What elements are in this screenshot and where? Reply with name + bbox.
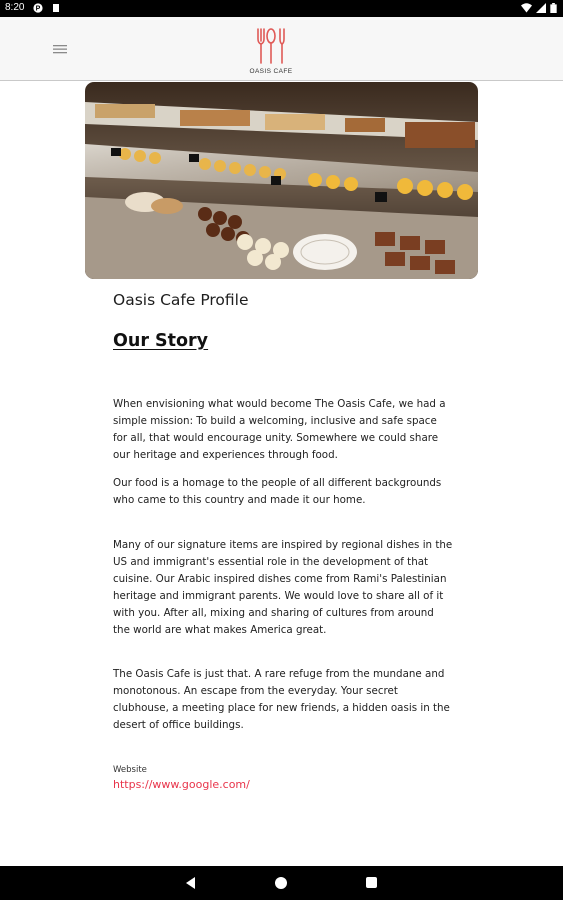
story-paragraph: The Oasis Cafe is just that. A rare refuge from the mundane and monotonous. An escape from the everyday. Your secret clubhouse, a meeting place for new friends, a hidden oasis in the desert of office buildings. bbox=[113, 668, 450, 731]
navigation-bar bbox=[0, 866, 563, 900]
wifi-icon bbox=[521, 3, 532, 13]
home-icon[interactable] bbox=[275, 877, 287, 889]
status-time: 8:20 bbox=[5, 2, 25, 13]
battery-icon bbox=[550, 3, 557, 13]
recents-icon[interactable] bbox=[366, 877, 377, 888]
story-paragraph: Many of our signature items are inspired by regional dishes in the US and immigrant's essential role in the development of that cuisine. Our Arabic inspired dishes come from Rami's Palestinian heritage and immigrant parents. We would love to share all of it with you. After all, mixing and sharing of cultures from around the world are what makes America great. bbox=[113, 539, 453, 636]
hero-image bbox=[85, 82, 478, 279]
logo-text: OASIS CAFE bbox=[249, 68, 293, 75]
pastry-display-case-photo bbox=[85, 82, 478, 279]
app-notification-icon bbox=[33, 3, 43, 13]
app-bar bbox=[0, 17, 563, 81]
profile-title: Oasis Cafe Profile bbox=[113, 291, 249, 309]
signal-icon bbox=[536, 3, 546, 13]
svg-text:P: P bbox=[35, 5, 41, 13]
cutlery-logo-icon bbox=[246, 27, 296, 67]
cafe-logo bbox=[246, 27, 296, 77]
website-link[interactable]: https://www.google.com/ bbox=[113, 778, 250, 791]
story-heading: Our Story bbox=[113, 331, 209, 351]
sd-card-icon bbox=[51, 3, 61, 13]
story-paragraph: Our food is a homage to the people of all different backgrounds who came to this country and made it our home. bbox=[113, 477, 442, 506]
story-paragraph: When envisioning what would become The Oasis Cafe, we had a simple mission: To build a welcoming, inclusive and safe space for all, that would encourage unity. Somewhere we could share our heritage and experiences through food. bbox=[113, 398, 446, 461]
website-label: Website bbox=[113, 765, 147, 775]
status-bar bbox=[0, 0, 563, 17]
hamburger-menu-icon[interactable] bbox=[52, 42, 68, 56]
back-icon[interactable] bbox=[184, 876, 196, 890]
